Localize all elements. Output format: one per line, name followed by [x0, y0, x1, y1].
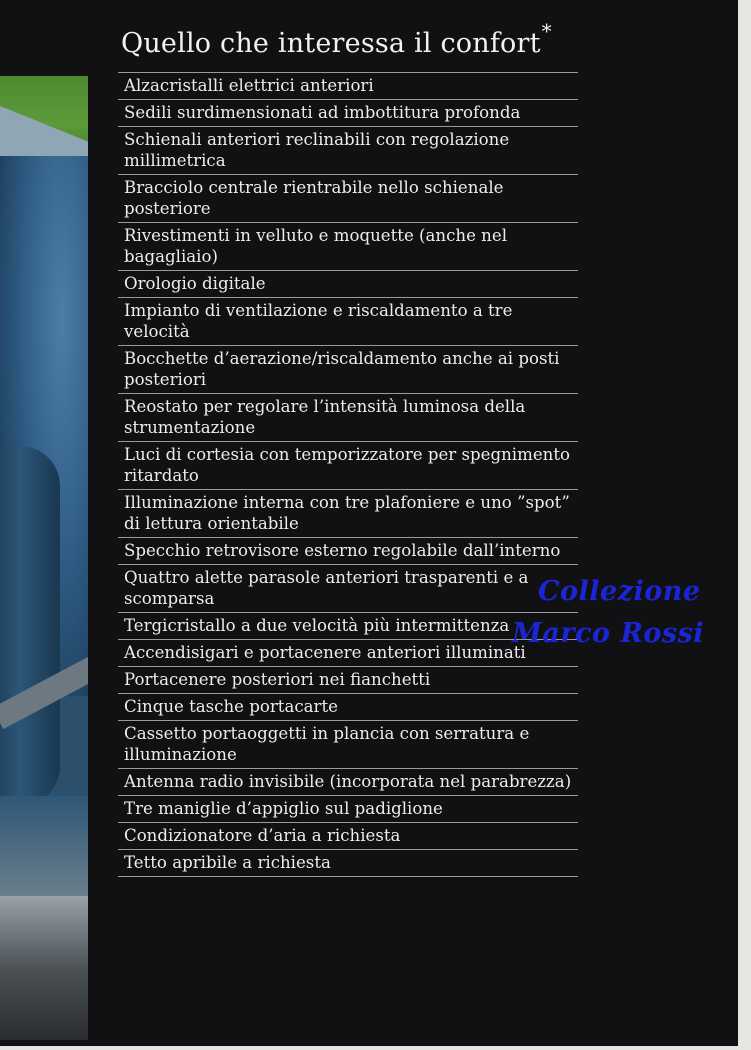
list-item-text: Quattro alette parasole anteriori trasparenti e a scomparsa	[124, 568, 529, 608]
list-item	[118, 271, 578, 298]
list-item	[118, 640, 578, 667]
list-item-text: Alzacristalli elettrici anteriori	[124, 76, 374, 95]
list-item-text: Rivestimenti in velluto e moquette (anche nel bagagliaio)	[124, 226, 508, 266]
list-item	[118, 175, 578, 223]
page-title-text: Quello che interessa il confort	[121, 28, 541, 59]
list-item-text: Tre maniglie d’appiglio sul padiglione	[124, 799, 443, 818]
list-item-text: Antenna radio invisibile (incorporata nel parabrezza)	[124, 772, 572, 791]
list-item-text: Sedili surdimensionati ad imbottitura profonda	[124, 103, 521, 122]
list-item-text: Condizionatore d’aria a richiesta	[124, 826, 401, 845]
list-item	[118, 127, 578, 175]
list-item-text: Portacenere posteriori nei fianchetti	[124, 670, 431, 689]
list-item	[118, 100, 578, 127]
list-item-text: Cinque tasche portacarte	[124, 697, 338, 716]
list-item	[118, 796, 578, 823]
list-item-text: Accendisigari e portacenere anteriori illuminati	[124, 643, 526, 662]
list-item	[118, 694, 578, 721]
car-interior-photo	[0, 76, 88, 1040]
list-item-text: Cassetto portaoggetti in plancia con serratura e illuminazione	[124, 724, 530, 764]
list-item-text: Illuminazione interna con tre plafoniere e uno ”spot” di lettura orientabile	[124, 493, 570, 533]
photo-floor	[0, 796, 88, 896]
list-item	[118, 298, 578, 346]
list-item	[118, 850, 578, 877]
features-list-section	[118, 19, 578, 877]
watermark-line-1: Collezione	[538, 576, 701, 607]
list-item	[118, 769, 578, 796]
list-item-text: Bracciolo centrale rientrabile nello schienale posteriore	[124, 178, 504, 218]
list-item	[118, 73, 578, 100]
list-item	[118, 394, 578, 442]
list-item	[118, 490, 578, 538]
watermark-line-2: Marco Rossi	[512, 618, 705, 649]
list-item-text: Specchio retrovisore esterno regolabile dall’interno	[124, 541, 561, 560]
list-item	[118, 223, 578, 271]
list-item-text: Schienali anteriori reclinabili con regolazione millimetrica	[124, 130, 510, 170]
list-item	[118, 613, 578, 640]
page-title	[121, 19, 578, 68]
list-item	[118, 667, 578, 694]
list-item	[118, 442, 578, 490]
list-item-text: Impianto di ventilazione e riscaldamento a tre velocità	[124, 301, 513, 341]
photo-seat	[0, 446, 60, 806]
footnote-asterisk: *	[541, 19, 552, 43]
photo-door-panel	[0, 896, 88, 1040]
list-item	[118, 721, 578, 769]
list-item-text: Bocchette d’aerazione/riscaldamento anche ai posti posteriori	[124, 349, 560, 389]
features-list	[118, 73, 578, 877]
list-item-text: Tergicristallo a due velocità più intermittenza	[124, 616, 510, 635]
list-item-text: Tetto apribile a richiesta	[124, 853, 331, 872]
list-item	[118, 823, 578, 850]
list-item-text: Orologio digitale	[124, 274, 266, 293]
list-item	[118, 565, 578, 613]
list-divider	[118, 876, 578, 877]
list-item-text: Reostato per regolare l’intensità luminosa della strumentazione	[124, 397, 526, 437]
list-item	[118, 538, 578, 565]
list-item-text: Luci di cortesia con temporizzatore per spegnimento ritardato	[124, 445, 570, 485]
list-item	[118, 346, 578, 394]
